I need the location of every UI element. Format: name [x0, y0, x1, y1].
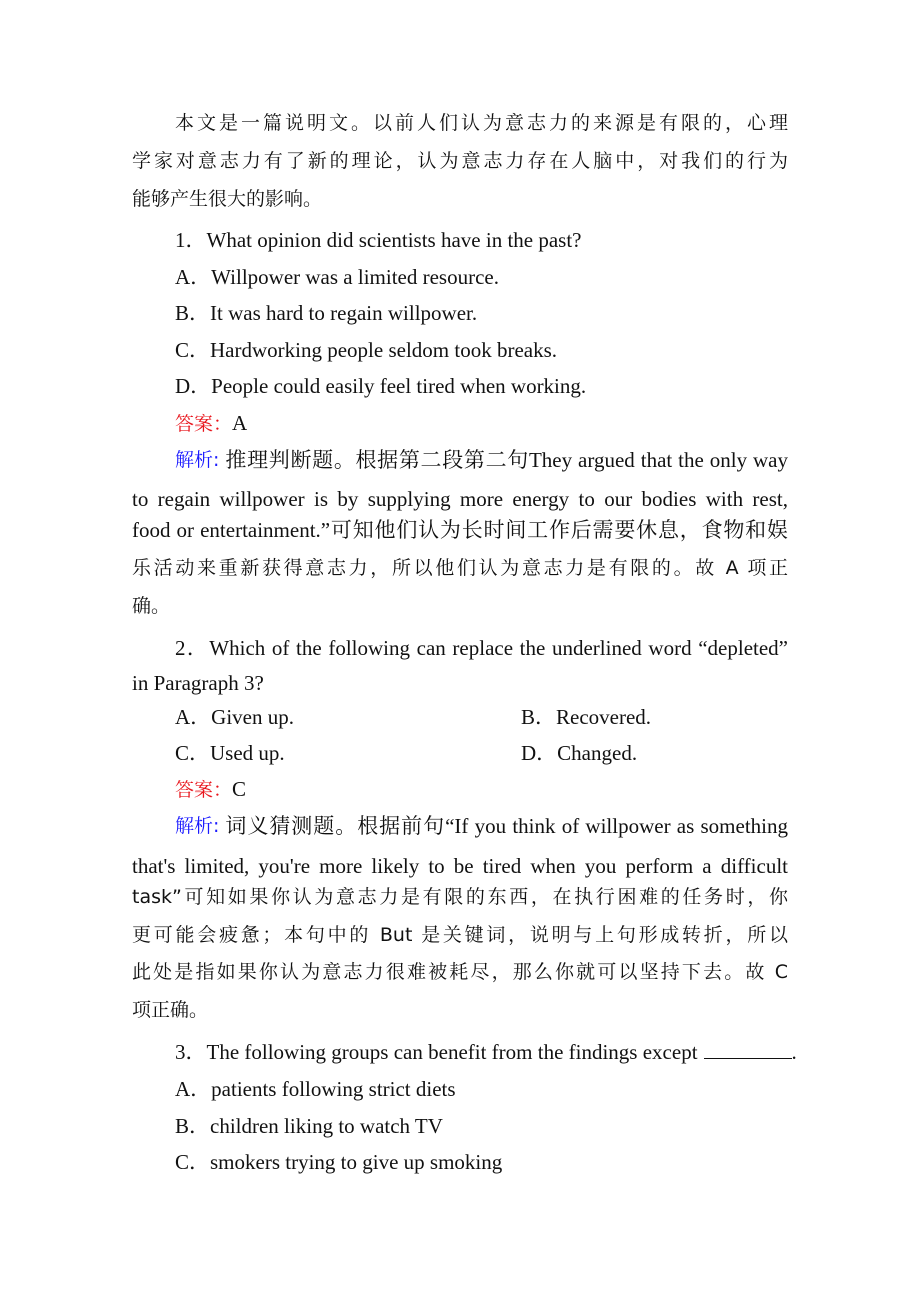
q1-analysis-line: food or entertainment.”可知他们认为长时间工作后需要休息，食物和娱: [132, 518, 788, 542]
answer-value: C: [232, 777, 247, 801]
analysis-label: 解析:: [175, 815, 220, 837]
q3-option-a: A．patients following strict diets: [175, 1077, 456, 1101]
intro-line: 本文是一篇说明文。以前人们认为意志力的来源是有限的，心理: [175, 112, 788, 134]
q2-analysis-line: that's limited, you're more likely to be tired when you perform a difficult: [132, 854, 788, 878]
analysis-label: 解析:: [175, 449, 220, 471]
q1-answer: [175, 409, 247, 437]
q1-option-b: B．It was hard to regain willpower.: [175, 301, 478, 325]
q2-option-b: B．Recovered.: [521, 705, 652, 729]
intro-line: 学家对意志力有了新的理论，认为意志力存在人脑中，对我们的行为: [132, 150, 788, 172]
q1-analysis-line: 解析: 推理判断题。根据第二段第二句They argued that the only way: [175, 448, 788, 472]
answer-label: 答案：: [175, 779, 233, 801]
q2-option-c: C．Used up.: [175, 741, 285, 765]
q2-stem: in Paragraph 3?: [132, 671, 264, 695]
q2-option-d: D．Changed.: [521, 741, 638, 765]
q2-stem: 2．Which of the following can replace the underlined word “depleted”: [175, 636, 788, 660]
q2-analysis-line: task”可知如果你认为意志力是有限的东西，在执行困难的任务时，你: [132, 886, 788, 908]
q1-analysis-line: to regain willpower is by supplying more energy to our bodies with rest,: [132, 487, 788, 511]
q3-option-b: B．children liking to watch TV: [175, 1114, 443, 1138]
q2-option-a: A．Given up.: [175, 705, 294, 729]
q1-stem: 1．What opinion did scientists have in the past?: [175, 228, 582, 252]
intro-line: 能够产生很大的影响。: [132, 188, 323, 210]
q3-stem: 3．The following groups can benefit from the findings except .: [175, 1040, 797, 1064]
q2-analysis-line: 此处是指如果你认为意志力很难被耗尽，那么你就可以坚持下去。故 C: [132, 961, 788, 983]
q1-option-a: A．Willpower was a limited resource.: [175, 265, 499, 289]
answer-value: A: [232, 411, 248, 435]
q3-option-c: C．smokers trying to give up smoking: [175, 1150, 503, 1174]
q2-analysis-line: 项正确。: [132, 999, 209, 1021]
q2-analysis-line: 更可能会疲惫；本句中的 But 是关键词，说明与上句形成转折，所以: [132, 924, 788, 946]
q1-analysis-line: 乐活动来重新获得意志力，所以他们认为意志力是有限的。故 A 项正: [132, 557, 788, 579]
q1-option-d: D．People could easily feel tired when working.: [175, 374, 587, 398]
answer-label: 答案：: [175, 413, 233, 435]
q2-answer: [175, 775, 246, 803]
q1-option-c: C．Hardworking people seldom took breaks.: [175, 338, 558, 362]
q2-analysis-line: 解析: 词义猜测题。根据前句“If you think of willpower as something: [175, 814, 788, 838]
answer-blank: [704, 1040, 792, 1059]
q1-analysis-line: 确。: [132, 595, 171, 617]
